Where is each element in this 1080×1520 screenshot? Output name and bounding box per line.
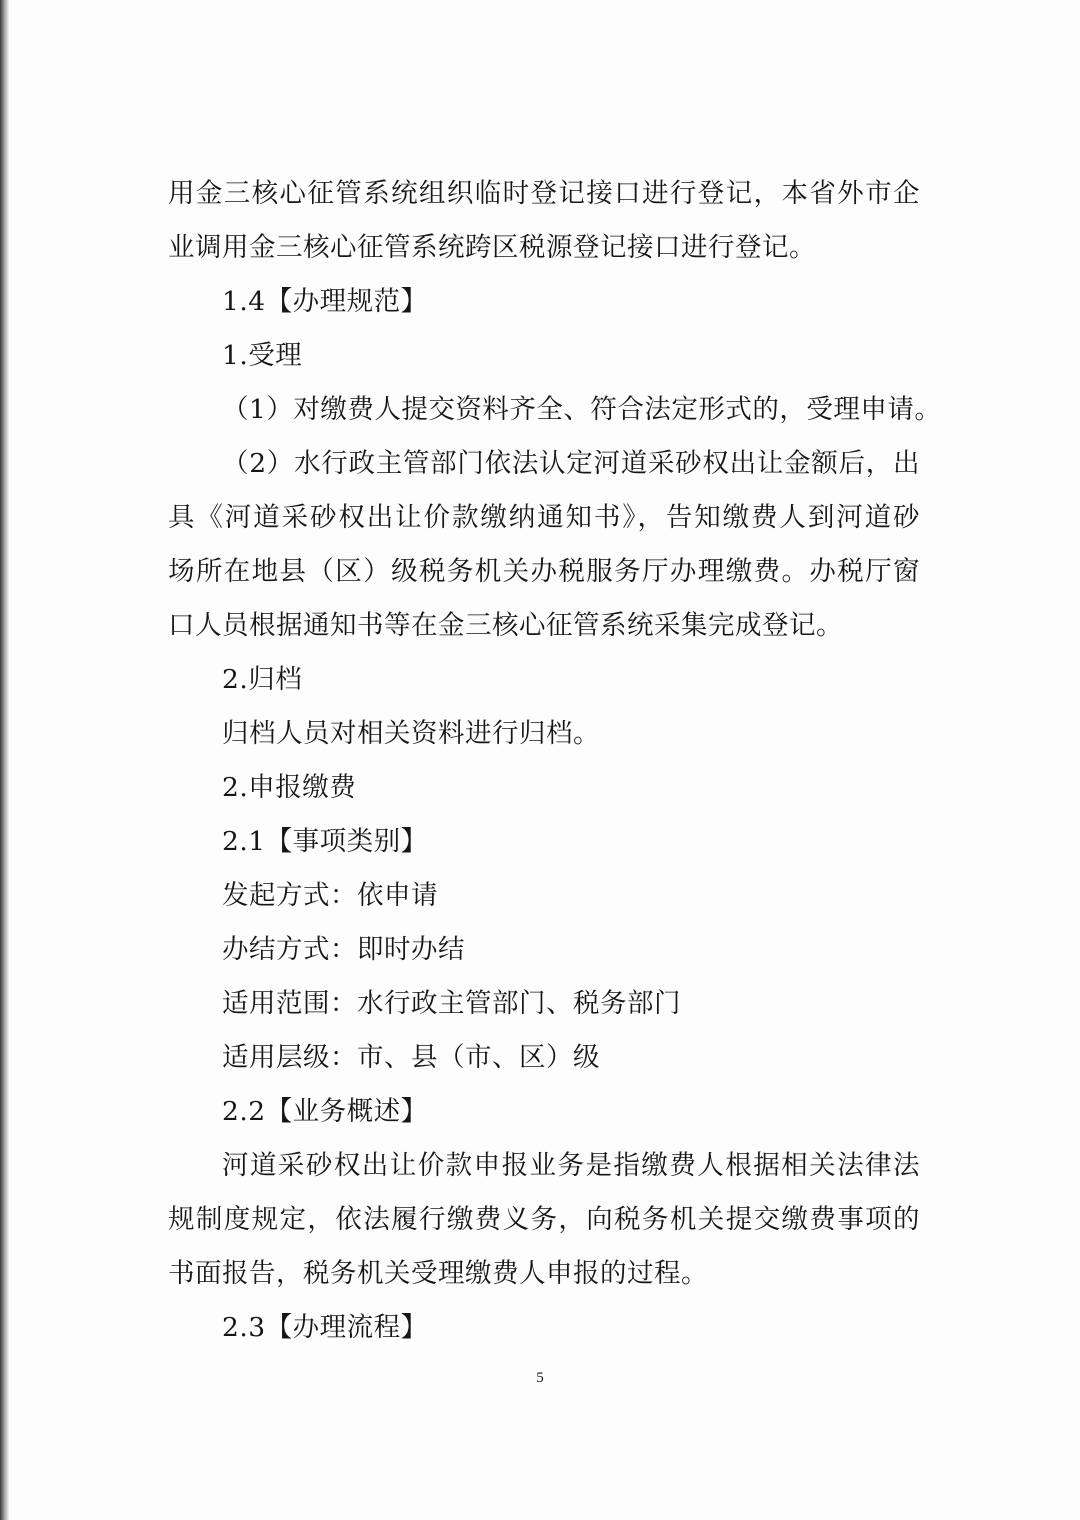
text-line-5: （1）对缴费人提交资料齐全、符合法定形式的，受理申请。 (222, 394, 942, 425)
page-number: 5 (536, 1370, 544, 1386)
text-line-11: 归档人员对相关资料进行归档。 (222, 718, 600, 749)
text-line-20: 规制度规定，依法履行缴费义务，向税务机关提交缴费事项的 (168, 1204, 920, 1235)
subheading-archive: 2.归档 (222, 664, 303, 695)
text-line-16: 适用范围：水行政主管部门、税务部门 (222, 988, 681, 1019)
text-line-19: 河道采砂权出让价款申报业务是指缴费人根据相关法律法 (222, 1150, 920, 1181)
section-heading-2: 2.申报缴费 (222, 772, 357, 803)
section-heading-2-2: 2.2【业务概述】 (222, 1096, 428, 1127)
section-heading-1-4: 1.4【办理规范】 (222, 286, 428, 317)
section-heading-2-3: 2.3【办理流程】 (222, 1312, 428, 1343)
subheading-accept: 1.受理 (222, 340, 303, 371)
scan-edge-shadow (0, 0, 9, 1520)
text-line-6: （2）水行政主管部门依法认定河道采砂权出让金额后，出 (222, 448, 920, 479)
section-heading-2-1: 2.1【事项类别】 (222, 826, 428, 857)
text-line-15: 办结方式：即时办结 (222, 934, 465, 965)
text-line-7: 具《河道采砂权出让价款缴纳通知书》，告知缴费人到河道砂 (168, 502, 920, 533)
text-line-1: 用金三核心征管系统组织临时登记接口进行登记，本省外市企 (168, 178, 920, 209)
text-line-14: 发起方式：依申请 (222, 880, 438, 911)
text-line-17: 适用层级：市、县（市、区）级 (222, 1042, 600, 1073)
text-line-2: 业调用金三核心征管系统跨区税源登记接口进行登记。 (168, 232, 816, 263)
text-line-21: 书面报告，税务机关受理缴费人申报的过程。 (168, 1258, 708, 1289)
text-line-9: 口人员根据通知书等在金三核心征管系统采集完成登记。 (168, 610, 843, 641)
text-line-8: 场所在地县（区）级税务机关办税服务厅办理缴费。办税厅窗 (168, 556, 920, 587)
